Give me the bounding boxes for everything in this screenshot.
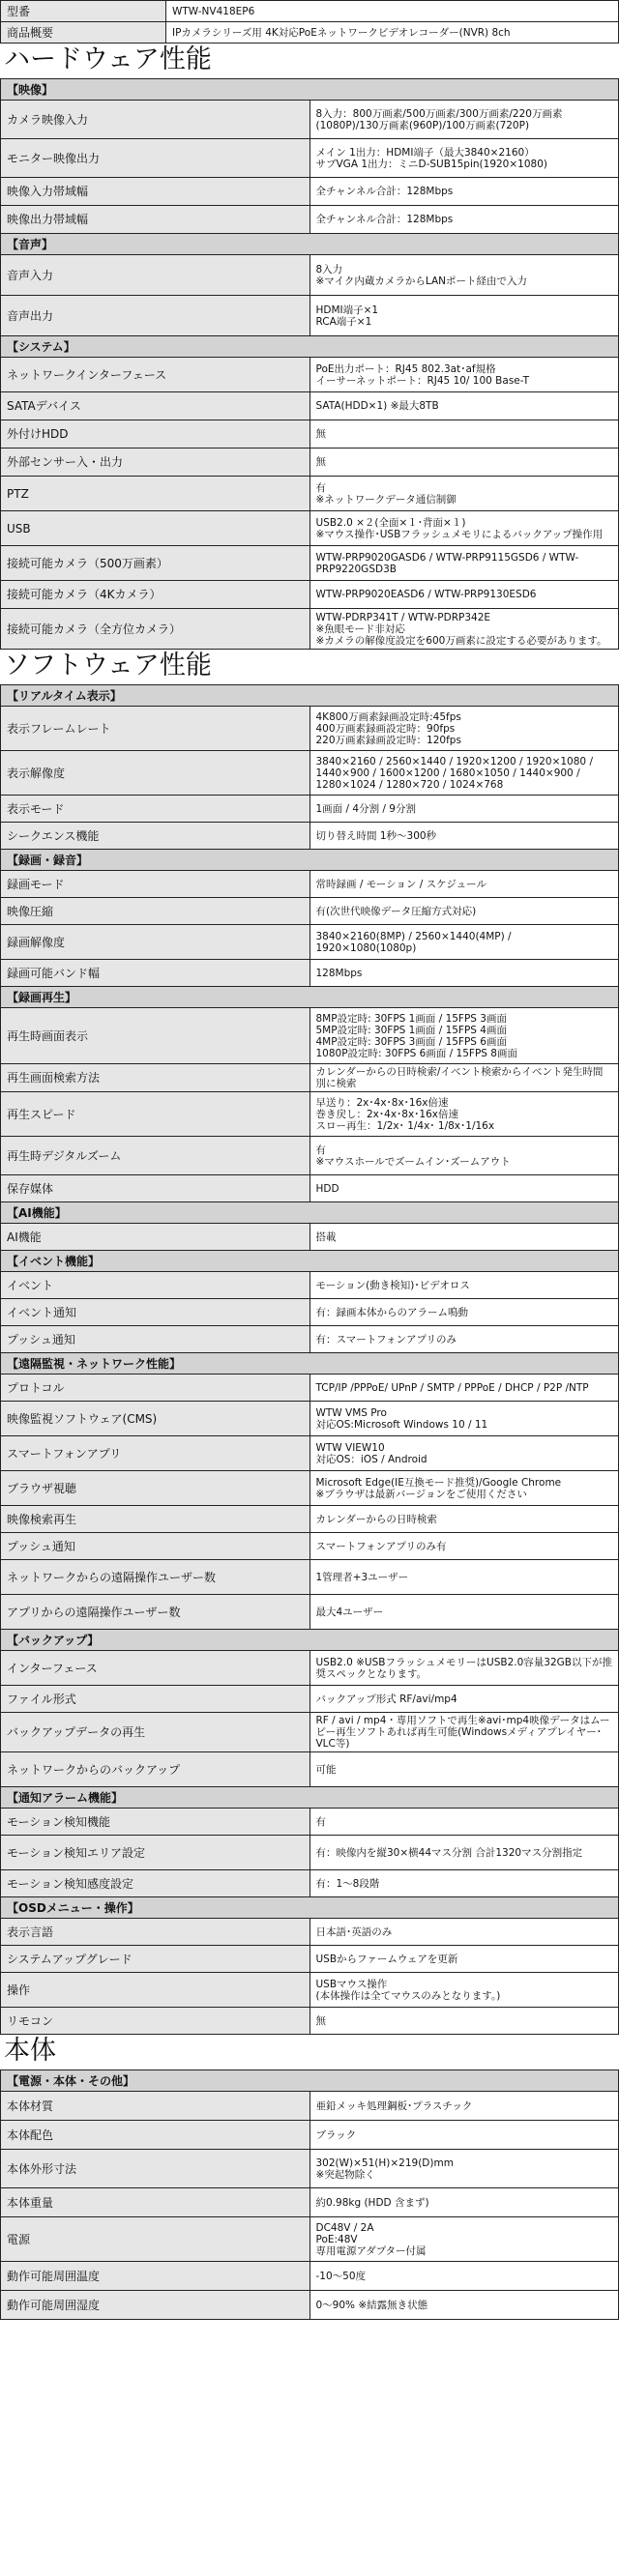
spec-row [1, 1375, 619, 1402]
spec-value: 切り替え時間 1秒～300秒 [310, 823, 619, 850]
spec-value: 有：映像内を縦30×横44マス分割 合計1320マス分割指定 [310, 1836, 619, 1870]
spec-label: モーション検知機能 [1, 1809, 310, 1836]
spec-label: 表示モード [1, 796, 310, 823]
category-row [1, 850, 619, 871]
spec-value: 無 [310, 420, 619, 449]
category-row [1, 336, 619, 358]
spec-row [1, 1870, 619, 1897]
spec-row [1, 1064, 619, 1092]
spec-label: 動作可能周囲湿度 [1, 2291, 310, 2320]
spec-row [1, 609, 619, 650]
spec-row [1, 2092, 619, 2121]
spec-value: 有(次世代映像データ圧縮方式対応) [310, 898, 619, 925]
category-row [1, 1897, 619, 1919]
spec-label: 音声入力 [1, 255, 310, 296]
spec-value: WTW-PRP9020GASD6 / WTW-PRP9115GSD6 / WTW-PRP9220GSD3B [310, 546, 619, 581]
spec-row [1, 139, 619, 178]
spec-label: モニター映像出力 [1, 139, 310, 178]
spec-row [1, 1008, 619, 1064]
spec-value: 8入力 ※マイク内蔵カメラからLANポート経由で入力 [310, 255, 619, 296]
spec-label: 本体重量 [1, 2188, 310, 2217]
spec-row [1, 1402, 619, 1436]
spec-row [1, 2121, 619, 2150]
spec-row [1, 1919, 619, 1946]
spec-row [1, 871, 619, 898]
spec-value: WTW-PDRP341T / WTW-PDRP342E ※魚眼モード非対応 ※カメラの解像度設定を600万画素に設定する必要があります。 [310, 609, 619, 650]
spec-row [1, 1836, 619, 1870]
spec-value: 有 [310, 1809, 619, 1836]
spec-label: 再生時デジタルズーム [1, 1137, 310, 1175]
spec-value: スマートフォンアプリのみ有 [310, 1533, 619, 1560]
spec-label: 表示解像度 [1, 751, 310, 796]
spec-row [1, 823, 619, 850]
spec-row [1, 1809, 619, 1836]
spec-value: TCP/IP /PPPoE/ UPnP / SMTP / PPPoE / DHCP / P2P /NTP [310, 1375, 619, 1402]
spec-row [1, 206, 619, 234]
section-heading: ハードウェア性能 [4, 44, 212, 74]
spec-row [1, 101, 619, 139]
spec-label: 録画解像度 [1, 925, 310, 960]
spec-value: 3840×2160(8MP) / 2560×1440(4MP) / 1920×1080(1080p) [310, 925, 619, 960]
spec-label: 映像出力帯域幅 [1, 206, 310, 234]
spec-label: 接続可能カメラ（4Kカメラ） [1, 581, 310, 609]
spec-row [1, 1436, 619, 1471]
spec-label: 映像圧縮 [1, 898, 310, 925]
spec-value: WTW VMS Pro 対応OS:Microsoft Windows 10 / 11 [310, 1402, 619, 1436]
spec-label: 表示言語 [1, 1919, 310, 1946]
spec-row [1, 2150, 619, 2188]
spec-label: 接続可能カメラ（500万画素） [1, 546, 310, 581]
spec-value: 有：録画本体からのアラーム鳴動 [310, 1299, 619, 1326]
spec-value: 早送り：2x･4x･8x･16x倍速 巻き戻し：2x･4x･8x･16x倍速 スロー再生：1/2x･ 1/4x･ 1/8x･1/16x [310, 1092, 619, 1137]
category-header: 【電源・本体・その他】 [1, 2070, 619, 2092]
spec-label: ネットワークからのバックアップ [1, 1752, 310, 1787]
spec-label: 音声出力 [1, 296, 310, 336]
spec-row [1, 1299, 619, 1326]
spec-value: PoE出力ポート：RJ45 802.3at･af規格 イーサーネットポート：RJ45 10/ 100 Base-T [310, 358, 619, 392]
spec-value: メイン 1出力：HDMI端子（最大3840×2160） サブVGA 1出力：ミニD-SUB15pin(1920×1080) [310, 139, 619, 178]
spec-row [1, 296, 619, 336]
spec-value: USBからファームウェアを更新 [310, 1946, 619, 1973]
spec-label: 再生時画面表示 [1, 1008, 310, 1064]
category-header: 【遠隔監視・ネットワーク性能】 [1, 1353, 619, 1375]
spec-value: 3840×2160 / 2560×1440 / 1920×1200 / 1920×1080 / 1440×900 / 1600×1200 / 1680×1050 / 1440×900 / 1280×1024 / 1280×720 / 1024×768 [310, 751, 619, 796]
model-label: 型番 [1, 1, 166, 22]
spec-label: アプリからの遠隔操作ユーザー数 [1, 1595, 310, 1630]
category-header: 【録画・録音】 [1, 850, 619, 871]
spec-row [1, 1175, 619, 1202]
spec-row [1, 2008, 619, 2035]
spec-value: 有 ※ネットワークデータ通信制御 [310, 477, 619, 511]
spec-row [1, 1973, 619, 2008]
spec-row [1, 1946, 619, 1973]
category-header: 【通知アラーム機能】 [1, 1787, 619, 1809]
spec-label: イベント通知 [1, 1299, 310, 1326]
spec-label: スマートフォンアプリ [1, 1436, 310, 1471]
spec-row [1, 1651, 619, 1686]
category-row [1, 234, 619, 255]
spec-label: インターフェース [1, 1651, 310, 1686]
spec-row [1, 898, 619, 925]
spec-value: ブラック [310, 2121, 619, 2150]
spec-label: ファイル形式 [1, 1686, 310, 1713]
spec-label: プッシュ通知 [1, 1533, 310, 1560]
spec-row [1, 392, 619, 420]
spec-row [1, 1560, 619, 1595]
spec-label: PTZ [1, 477, 310, 511]
spec-value: 全チャンネル合計：128Mbps [310, 178, 619, 206]
spec-table [0, 684, 619, 2035]
category-row [1, 79, 619, 101]
section-heading: ソフトウェア性能 [4, 651, 212, 680]
spec-label: 映像入力帯域幅 [1, 178, 310, 206]
spec-label: 本体外形寸法 [1, 2150, 310, 2188]
spec-row [1, 2262, 619, 2291]
spec-row [1, 1533, 619, 1560]
spec-row [1, 546, 619, 581]
spec-value: 可能 [310, 1752, 619, 1787]
spec-label: ブラウザ視聴 [1, 1471, 310, 1506]
spec-row [1, 255, 619, 296]
spec-value: RF / avi / mp4・専用ソフトで再生※avi･mp4映像データはムービー再生ソフトあれば再生可能(Windowsメディアプレイヤー･VLC等) [310, 1713, 619, 1752]
category-header: 【録画再生】 [1, 987, 619, 1008]
spec-label: シークエンス機能 [1, 823, 310, 850]
spec-value: DC48V / 2A PoE:48V 専用電源アダプター付属 [310, 2217, 619, 2262]
spec-row [1, 796, 619, 823]
spec-value: 8MP設定時: 30FPS 1画面 / 15FPS 3画面 5MP設定時: 30FPS 1画面 / 15FPS 4画面 4MP設定時: 30FPS 3画面 / 15FPS 6画面 1080P設定時: 30FPS 6画面 / 15FPS 8画面 [310, 1008, 619, 1064]
spec-value: 搭載 [310, 1224, 619, 1251]
spec-value: WTW VIEW10 対応OS：iOS / Android [310, 1436, 619, 1471]
spec-label: リモコン [1, 2008, 310, 2035]
spec-value: USBマウス操作 (本体操作は全てマウスのみとなります。) [310, 1973, 619, 2008]
spec-row [1, 358, 619, 392]
spec-row [1, 1224, 619, 1251]
category-row [1, 685, 619, 707]
category-header: 【バックアップ】 [1, 1630, 619, 1651]
spec-value: カレンダーからの日時検索 [310, 1506, 619, 1533]
spec-row [1, 1506, 619, 1533]
spec-row [1, 2291, 619, 2320]
spec-row [1, 1471, 619, 1506]
product-row [1, 22, 619, 43]
spec-value: USB2.0 ※USBフラッシュメモリーはUSB2.0容量32GB以下が推奨スペックとなります。 [310, 1651, 619, 1686]
spec-value: SATA(HDD×1) ※最大8TB [310, 392, 619, 420]
spec-value: 約0.98kg (HDD 含まず) [310, 2188, 619, 2217]
spec-value: 無 [310, 2008, 619, 2035]
spec-label: プロトコル [1, 1375, 310, 1402]
spec-value: 亜鉛メッキ処理鋼板･プラスチック [310, 2092, 619, 2121]
spec-value: 全チャンネル合計：128Mbps [310, 206, 619, 234]
spec-label: AI機能 [1, 1224, 310, 1251]
spec-value: 日本語･英語のみ [310, 1919, 619, 1946]
spec-label: SATAデバイス [1, 392, 310, 420]
spec-label: 動作可能周囲温度 [1, 2262, 310, 2291]
spec-value: 常時録画 / モーション / スケジュール [310, 871, 619, 898]
summary-table [0, 0, 619, 43]
spec-row [1, 925, 619, 960]
spec-row [1, 1326, 619, 1353]
spec-value: 無 [310, 449, 619, 477]
spec-value: 有 ※マウスホールでズームイン･ズームアウト [310, 1137, 619, 1175]
model-value: WTW-NV418EP6 [166, 1, 619, 22]
spec-label: 再生画面検索方法 [1, 1064, 310, 1092]
spec-label: 保存媒体 [1, 1175, 310, 1202]
spec-value: WTW-PRP9020EASD6 / WTW-PRP9130ESD6 [310, 581, 619, 609]
spec-value: 8入力：800万画素/500万画素/300万画素/220万画素(1080P)/130万画素(960P)/100万画素(720P) [310, 101, 619, 139]
category-header: 【OSDメニュー・操作】 [1, 1897, 619, 1919]
category-header: 【AI機能】 [1, 1202, 619, 1224]
spec-row [1, 2188, 619, 2217]
spec-row [1, 1713, 619, 1752]
spec-label: システムアップグレード [1, 1946, 310, 1973]
spec-value: 302(W)×51(H)×219(D)mm ※突起物除く [310, 2150, 619, 2188]
spec-row [1, 449, 619, 477]
spec-row [1, 178, 619, 206]
spec-label: ネットワークからの遠隔操作ユーザー数 [1, 1560, 310, 1595]
spec-label: バックアップデータの再生 [1, 1713, 310, 1752]
spec-row [1, 1137, 619, 1175]
category-row [1, 1787, 619, 1809]
spec-value: カレンダーからの日時検索/イベント検索からイベント発生時間別に検索 [310, 1064, 619, 1092]
spec-table [0, 2069, 619, 2320]
category-header: 【音声】 [1, 234, 619, 255]
spec-row [1, 707, 619, 751]
spec-value: 1画面 / 4分割 / 9分割 [310, 796, 619, 823]
spec-value: HDMI端子×1 RCA端子×1 [310, 296, 619, 336]
spec-label: 本体材質 [1, 2092, 310, 2121]
spec-label: モーション検知感度設定 [1, 1870, 310, 1897]
spec-label: モーション検知エリア設定 [1, 1836, 310, 1870]
category-header: 【リアルタイム表示】 [1, 685, 619, 707]
category-row [1, 2070, 619, 2092]
spec-value: 最大4ユーザー [310, 1595, 619, 1630]
category-row [1, 1353, 619, 1375]
spec-label: 電源 [1, 2217, 310, 2262]
product-value: IPカメラシリーズ用 4K対応PoEネットワークビデオレコーダー(NVR) 8ch [166, 22, 619, 43]
spec-row [1, 1092, 619, 1137]
spec-row [1, 751, 619, 796]
spec-label: 映像検索再生 [1, 1506, 310, 1533]
category-header: 【システム】 [1, 336, 619, 358]
spec-label: カメラ映像入力 [1, 101, 310, 139]
spec-label: USB [1, 511, 310, 546]
spec-label: 録画モード [1, 871, 310, 898]
spec-value: 128Mbps [310, 960, 619, 987]
spec-label: 外付けHDD [1, 420, 310, 449]
spec-value: Microsoft Edge(IE互換モード推奨)/Google Chrome ※ブラウザは最新バージョンをご使用ください [310, 1471, 619, 1506]
spec-row [1, 2217, 619, 2262]
spec-row [1, 511, 619, 546]
spec-label: ネットワークインターフェース [1, 358, 310, 392]
spec-label: 本体配色 [1, 2121, 310, 2150]
spec-label: 外部センサー入・出力 [1, 449, 310, 477]
category-header: 【映像】 [1, 79, 619, 101]
spec-value: 4K800万画素録画設定時:45fps 400万画素録画設定時：90fps 220万画素録画設定時：120fps [310, 707, 619, 751]
spec-row [1, 581, 619, 609]
spec-label: 再生スピード [1, 1092, 310, 1137]
spec-label: 操作 [1, 1973, 310, 2008]
category-row [1, 987, 619, 1008]
spec-row [1, 960, 619, 987]
spec-value: 有：スマートフォンアプリのみ [310, 1326, 619, 1353]
spec-label: イベント [1, 1272, 310, 1299]
spec-value: バックアップ形式 RF/avi/mp4 [310, 1686, 619, 1713]
spec-label: 表示フレームレート [1, 707, 310, 751]
spec-row [1, 477, 619, 511]
spec-row [1, 420, 619, 449]
spec-label: プッシュ通知 [1, 1326, 310, 1353]
spec-row [1, 1686, 619, 1713]
spec-row [1, 1272, 619, 1299]
spec-value: -10～50度 [310, 2262, 619, 2291]
spec-label: 映像監視ソフトウェア(CMS) [1, 1402, 310, 1436]
spec-value: HDD [310, 1175, 619, 1202]
spec-value: モーション(動き検知)･ビデオロス [310, 1272, 619, 1299]
product-label: 商品概要 [1, 22, 166, 43]
spec-value: 1管理者+3ユーザー [310, 1560, 619, 1595]
spec-label: 録画可能バンド幅 [1, 960, 310, 987]
spec-value: 有：1～8段階 [310, 1870, 619, 1897]
category-row [1, 1202, 619, 1224]
category-header: 【イベント機能】 [1, 1251, 619, 1272]
model-row [1, 1, 619, 22]
category-row [1, 1251, 619, 1272]
spec-row [1, 1752, 619, 1787]
category-row [1, 1630, 619, 1651]
spec-table [0, 78, 619, 650]
spec-value: 0～90% ※結露無き状態 [310, 2291, 619, 2320]
spec-sections [0, 43, 619, 2320]
spec-value: USB2.0 ×２(全面×１･背面×１) ※マウス操作･USBフラッシュメモリによるバックアップ操作用 [310, 511, 619, 546]
spec-label: 接続可能カメラ（全方位カメラ） [1, 609, 310, 650]
section-heading: 本体 [4, 2036, 56, 2066]
spec-row [1, 1595, 619, 1630]
